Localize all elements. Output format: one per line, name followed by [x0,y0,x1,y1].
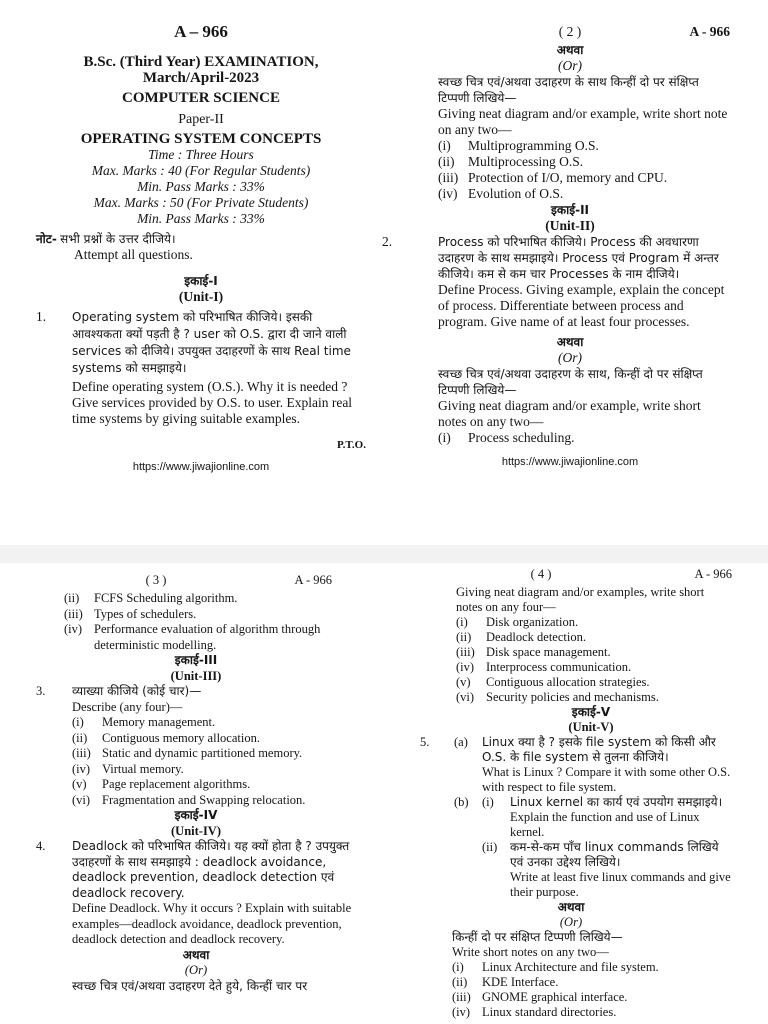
question-5-number: 5. [420,735,430,749]
list-item: (v) Page replacement algorithms. [72,777,251,791]
min-pass-private: Min. Pass Marks : 33% [137,211,265,226]
or-4-question-english: Write short notes on any two— [452,945,609,959]
or-3-question-hindi: स्वच्छ चित्र एवं/अथवा उदाहरण देते हुये, किन्हीं चार पर [72,978,308,993]
question-5 [410,735,732,900]
list-item: (iv) Interprocess communication. [456,660,632,674]
list-item: (vi) Fragmentation and Swapping relocation. [72,792,306,807]
question-4-hindi: Deadlock को परिभाषित कीजिये। यह क्यों होता है ? उपयुक्त उदाहरणों के साथ समझाइये : deadlock avoidance, deadlock prevention, deadlock detection एवं deadlock recovery. [72,839,350,900]
question-5b-ii-hindi: कम-से-कम पाँच linux commands लिखिये एवं उनका उद्देश्य लिखिये। [510,840,719,869]
unit-1-hindi: इकाई-I [184,274,218,288]
or-2-question-english: Giving neat diagram and/or example, write short notes on any two— [438,398,701,429]
subject: COMPUTER SCIENCE [122,90,280,106]
or-3-hindi: अथवा [182,947,210,962]
footer-url-1: https://www.jiwajionline.com [132,461,270,473]
paper-title: OPERATING SYSTEM CONCEPTS [80,131,322,147]
question-4-number: 4. [36,839,46,853]
question-2-hindi: Process को परिभाषित कीजिये। Process की अवधारणा उदाहरण के साथ समझाइये। Process एवं Program में अन्तर कीजिये। कम से कम चार Processes के नाम दीजिये। [438,235,719,281]
page-3-number: ( 3 ) [145,573,167,587]
question-3-number: 3. [36,684,46,698]
time-allowed: Time : Three Hours [148,147,254,162]
list-item: (i) Multiprogramming O.S. [438,138,599,153]
question-5a: (a) Linux क्या है ? इसके file system को किसी और O.S. के file system से तुलना कीजिये। What is Linux ? Compare it with some other O.S. with respect to file system. [454,735,731,794]
unit-1-english: (Unit-I) [178,289,224,304]
or-hindi: अथवा [556,43,584,57]
list-item: (i) Process scheduling. [438,430,575,445]
question-5b-ii-english: Write at least five linux commands and give their purpose. [510,870,731,899]
unit-4-or-list [410,615,732,705]
unit-5-or-list [410,960,732,1020]
min-pass-regular: Min. Pass Marks : 33% [137,179,265,194]
list-item: (iii) Types of schedulers. [64,606,197,621]
page-4-number: ( 4 ) [530,567,552,581]
page-3-header [36,573,356,591]
question-4 [36,839,356,948]
question-1-english: Define operating system (O.S.). Why it is needed ? Give services provided by O.S. to user. Explain real time systems by giving suitable examples. [72,379,353,426]
max-marks-regular: Max. Marks : 40 (For Regular Students) [91,163,311,178]
page-2 [382,24,730,470]
page-4-code: A - 966 [694,567,732,581]
footer-url-2: https://www.jiwajionline.com [501,456,639,468]
or-2-english: (Or) [558,350,582,365]
list-item: (ii) KDE Interface. [452,975,559,989]
unit-3-hindi: इकाई-III [174,653,218,667]
page-4-header [410,567,732,585]
or-3-english: (Or) [184,963,208,977]
paper-code: A – 966 [174,22,228,41]
question-1-number: 1. [36,309,47,324]
list-item: (iv) Performance evaluation of algorithm through deterministic modelling. [64,622,321,652]
exam-title: B.Sc. (Third Year) EXAMINATION, [83,54,319,70]
list-item: (iv) Evolution of O.S. [438,186,564,201]
unit-2-hindi: इकाई-II [550,203,590,217]
question-4-english: Define Deadlock. Why it occurs ? Explain with suitable examples—deadlock avoidance, deadlock prevention, deadlock detection and deadlock recovery. [72,901,352,946]
or-4-hindi: अथवा [557,900,585,914]
unit-4-hindi: इकाई-IV [174,808,218,822]
page-2-number: ( 2 ) [558,24,582,39]
question-5b-i: (i) Linux kernel का कार्य एवं उपयोग समझाइये। Explain the function and use of Linux kernel. [482,795,732,840]
note-label: नोट- [36,232,57,246]
list-item: (i) Memory management. [72,715,216,729]
list-item: (i) Linux Architecture and file system. [452,960,659,974]
list-item: (iv) Virtual memory. [72,761,184,776]
paper-number: Paper-II [178,112,224,127]
list-item: (iii) Protection of I/O, memory and CPU. [438,170,668,185]
unit-4-english: (Unit-IV) [171,823,221,838]
question-1-hindi: Operating system को परिभाषित कीजिये। इसकी आवश्यकता क्यों पड़ती है ? user को O.S. द्वारा दी जाने वाली services को दीजिये। उपयुक्त उदाहरणों के साथ Real time systems को समझाइये। [72,310,351,375]
note-hindi: सभी प्रश्नों के उत्तर दीजिये। [60,232,176,246]
question-5a-hindi: Linux क्या है ? इसके file system को किसी और O.S. के file system से तुलना कीजिये। [482,735,716,764]
list-item: (iii) Static and dynamic partitioned memory. [72,746,303,760]
list-item: (ii) FCFS Scheduling algorithm. [64,591,238,605]
or-question-hindi: स्वच्छ चित्र एवं/अथवा उदाहरण के साथ किन्हीं दो पर संक्षिप्त टिप्पणी लिखिये— [438,75,699,105]
page-4 [410,567,732,1020]
question-5b-i-english: Explain the function and use of Linux kernel. [510,810,700,839]
question-2-number: 2. [382,234,393,249]
unit-5-hindi: इकाई-V [571,705,611,719]
unit-5-english: (Unit-V) [568,720,614,734]
max-marks-private: Max. Marks : 50 (For Private Students) [93,195,309,210]
exam-session: March/April-2023 [142,70,260,86]
question-5b: (b) (i) Linux kernel का कार्य एवं उपयोग समझाइये। Explain the function and use of Linux kernel. (ii) कम-से-कम पाँच linux commands लिखिये एवं उनका उद्देश्य लिखिये। Write at least five linux commands and give their purpose. [454,795,731,899]
list-item: (iv) Linux standard directories. [452,1005,617,1019]
list-item: (vi) Security policies and mechanisms. [456,690,659,704]
question-3-hindi: व्याख्या कीजिये (कोई चार)— [72,684,202,698]
question-3-english: Describe (any four)— [72,699,183,714]
list-item: (i) Disk organization. [456,615,579,629]
list-item: (ii) Contiguous memory allocation. [72,730,260,745]
question-1 [36,309,366,427]
list-item: (ii) Deadlock detection. [456,630,586,644]
question-2 [382,234,730,330]
unit-4-or-intro: Giving neat diagram and/or examples, write short notes on any four— [456,585,705,614]
note-english: Attempt all questions. [74,247,193,262]
page-2-code: A - 966 [689,24,730,39]
page-1 [36,22,366,475]
list-item: (iii) Disk space management. [456,645,611,659]
unit-1-or-list [438,138,730,202]
unit-3-english: (Unit-III) [170,668,222,683]
question-3-list [72,715,356,808]
pto-mark: P.T.O. [336,439,366,451]
or-question-english: Giving neat diagram and/or example, write short note on any two— [438,106,728,137]
list-item: (ii) Multiprocessing O.S. [438,154,584,169]
question-5b-i-hindi: Linux kernel का कार्य एवं उपयोग समझाइये। [510,795,723,809]
unit-2-or-list [438,430,730,446]
list-item: (v) Contiguous allocation strategies. [456,675,650,689]
unit-2-english: (Unit-II) [545,218,595,233]
note [36,231,366,247]
question-3 [36,684,356,808]
page-gutter [0,545,768,563]
or-4-english: (Or) [559,915,583,929]
question-2-english: Define Process. Giving example, explain the concept of process. Differentiate between process and program. Give name of at least four processes. [438,282,725,329]
page-3 [36,573,356,994]
question-5b-ii: (ii) कम-से-कम पाँच linux commands लिखिये एवं उनका उद्देश्य लिखिये। Write at least five linux commands and give their purpose. [482,840,731,899]
or-english: (Or) [558,58,582,73]
or-2-question-hindi: स्वच्छ चित्र एवं/अथवा उदाहरण के साथ, किन्हीं दो पर संक्षिप्त टिप्पणी लिखिये— [438,367,703,397]
or-4-question-hindi: किन्हीं दो पर संक्षिप्त टिप्पणी लिखिये— [452,930,623,944]
unit-2-or-list-continued [36,591,356,653]
question-5a-english: What is Linux ? Compare it with some other O.S. with respect to file system. [482,765,731,794]
list-item: (iii) GNOME graphical interface. [452,990,628,1004]
page-3-code: A - 966 [294,573,332,587]
page-2-header [410,24,730,42]
or-2-hindi: अथवा [556,335,584,349]
